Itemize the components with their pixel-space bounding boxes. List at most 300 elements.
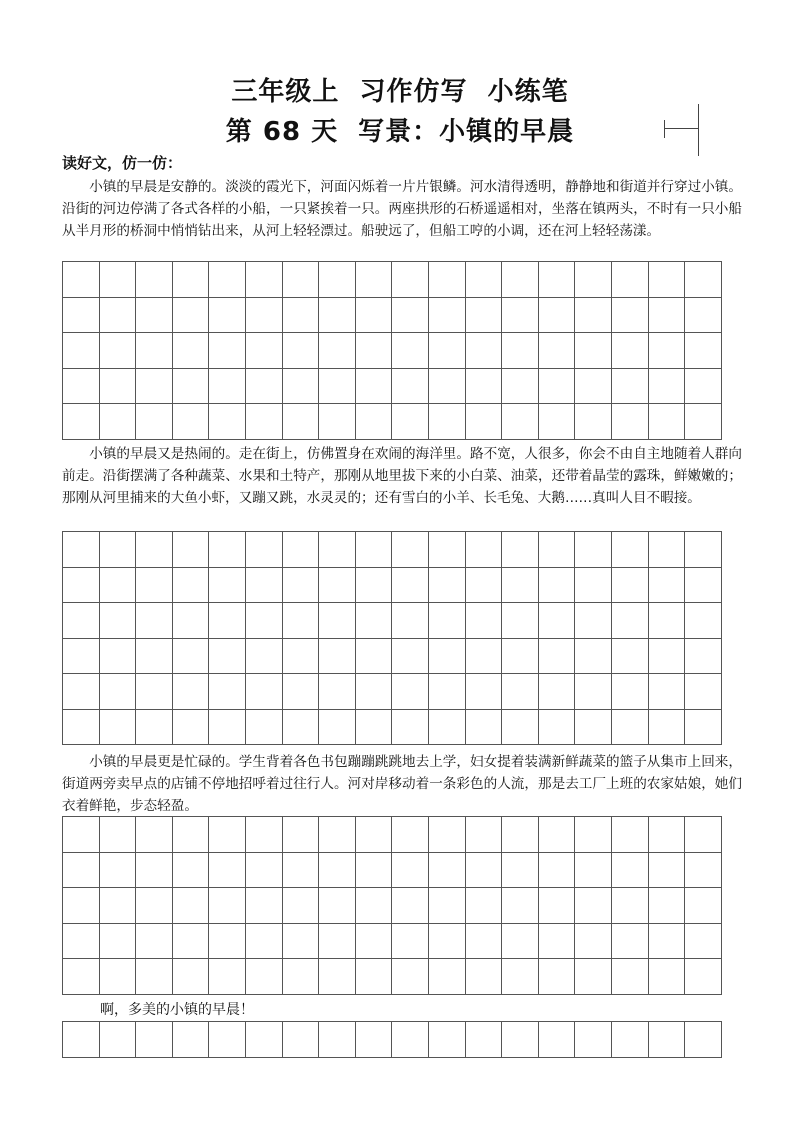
- grid-cell[interactable]: [502, 817, 539, 853]
- grid-cell[interactable]: [539, 333, 576, 369]
- grid-cell[interactable]: [685, 262, 722, 298]
- grid-cell[interactable]: [685, 298, 722, 334]
- grid-cell[interactable]: [173, 959, 210, 995]
- grid-cell[interactable]: [100, 924, 137, 960]
- grid-cell[interactable]: [685, 1022, 722, 1058]
- grid-cell[interactable]: [575, 532, 612, 568]
- grid-cell[interactable]: [100, 817, 137, 853]
- grid-cell[interactable]: [136, 888, 173, 924]
- grid-cell[interactable]: [575, 674, 612, 710]
- grid-cell[interactable]: [612, 924, 649, 960]
- grid-cell[interactable]: [502, 532, 539, 568]
- grid-cell[interactable]: [466, 532, 503, 568]
- grid-cell[interactable]: [685, 817, 722, 853]
- grid-cell[interactable]: [612, 333, 649, 369]
- grid-cell[interactable]: [283, 404, 320, 440]
- grid-cell[interactable]: [392, 924, 429, 960]
- grid-cell[interactable]: [283, 568, 320, 604]
- grid-cell[interactable]: [575, 568, 612, 604]
- grid-cell[interactable]: [209, 674, 246, 710]
- grid-cell[interactable]: [136, 817, 173, 853]
- grid-cell[interactable]: [356, 853, 393, 889]
- grid-cell[interactable]: [173, 404, 210, 440]
- grid-cell[interactable]: [685, 603, 722, 639]
- grid-cell[interactable]: [612, 532, 649, 568]
- grid-cell[interactable]: [209, 333, 246, 369]
- grid-cell[interactable]: [246, 888, 283, 924]
- grid-cell[interactable]: [575, 603, 612, 639]
- grid-cell[interactable]: [392, 674, 429, 710]
- grid-cell[interactable]: [539, 924, 576, 960]
- grid-cell[interactable]: [466, 404, 503, 440]
- grid-cell[interactable]: [539, 817, 576, 853]
- grid-cell[interactable]: [649, 710, 686, 746]
- grid-cell[interactable]: [173, 853, 210, 889]
- grid-cell[interactable]: [575, 959, 612, 995]
- grid-cell[interactable]: [612, 639, 649, 675]
- grid-cell[interactable]: [502, 924, 539, 960]
- grid-cell[interactable]: [539, 532, 576, 568]
- grid-cell[interactable]: [429, 568, 466, 604]
- grid-cell[interactable]: [100, 1022, 137, 1058]
- grid-cell[interactable]: [319, 369, 356, 405]
- grid-cell[interactable]: [246, 603, 283, 639]
- grid-cell[interactable]: [246, 817, 283, 853]
- grid-cell[interactable]: [319, 1022, 356, 1058]
- grid-cell[interactable]: [502, 639, 539, 675]
- grid-cell[interactable]: [319, 568, 356, 604]
- grid-cell[interactable]: [649, 817, 686, 853]
- grid-cell[interactable]: [356, 404, 393, 440]
- grid-cell[interactable]: [429, 674, 466, 710]
- grid-cell[interactable]: [502, 333, 539, 369]
- grid-cell[interactable]: [136, 603, 173, 639]
- grid-cell[interactable]: [100, 959, 137, 995]
- writing-grid-1[interactable]: [62, 261, 722, 440]
- grid-cell[interactable]: [283, 639, 320, 675]
- grid-cell[interactable]: [685, 369, 722, 405]
- grid-cell[interactable]: [649, 262, 686, 298]
- grid-cell[interactable]: [246, 853, 283, 889]
- grid-cell[interactable]: [685, 674, 722, 710]
- grid-cell[interactable]: [136, 1022, 173, 1058]
- grid-cell[interactable]: [649, 298, 686, 334]
- grid-cell[interactable]: [63, 888, 100, 924]
- grid-cell[interactable]: [283, 674, 320, 710]
- grid-cell[interactable]: [356, 1022, 393, 1058]
- grid-cell[interactable]: [63, 817, 100, 853]
- grid-cell[interactable]: [63, 568, 100, 604]
- grid-cell[interactable]: [685, 568, 722, 604]
- grid-cell[interactable]: [575, 298, 612, 334]
- grid-cell[interactable]: [466, 853, 503, 889]
- grid-cell[interactable]: [685, 404, 722, 440]
- grid-cell[interactable]: [173, 817, 210, 853]
- grid-cell[interactable]: [246, 959, 283, 995]
- grid-cell[interactable]: [283, 532, 320, 568]
- grid-cell[interactable]: [356, 532, 393, 568]
- grid-cell[interactable]: [502, 1022, 539, 1058]
- grid-cell[interactable]: [100, 532, 137, 568]
- grid-cell[interactable]: [575, 853, 612, 889]
- grid-cell[interactable]: [63, 532, 100, 568]
- grid-cell[interactable]: [685, 959, 722, 995]
- writing-grid-4[interactable]: [62, 1021, 722, 1058]
- grid-cell[interactable]: [173, 639, 210, 675]
- grid-cell[interactable]: [209, 639, 246, 675]
- grid-cell[interactable]: [392, 568, 429, 604]
- grid-cell[interactable]: [429, 369, 466, 405]
- grid-cell[interactable]: [539, 1022, 576, 1058]
- grid-cell[interactable]: [575, 639, 612, 675]
- grid-cell[interactable]: [612, 1022, 649, 1058]
- grid-cell[interactable]: [356, 568, 393, 604]
- grid-cell[interactable]: [685, 853, 722, 889]
- grid-cell[interactable]: [136, 369, 173, 405]
- grid-cell[interactable]: [466, 1022, 503, 1058]
- grid-cell[interactable]: [575, 817, 612, 853]
- grid-cell[interactable]: [575, 333, 612, 369]
- grid-cell[interactable]: [392, 710, 429, 746]
- grid-cell[interactable]: [319, 924, 356, 960]
- grid-cell[interactable]: [283, 853, 320, 889]
- grid-cell[interactable]: [100, 333, 137, 369]
- grid-cell[interactable]: [283, 710, 320, 746]
- grid-cell[interactable]: [612, 959, 649, 995]
- grid-cell[interactable]: [392, 298, 429, 334]
- grid-cell[interactable]: [283, 924, 320, 960]
- grid-cell[interactable]: [649, 568, 686, 604]
- grid-cell[interactable]: [356, 674, 393, 710]
- grid-cell[interactable]: [283, 1022, 320, 1058]
- grid-cell[interactable]: [466, 674, 503, 710]
- grid-cell[interactable]: [539, 959, 576, 995]
- grid-cell[interactable]: [429, 603, 466, 639]
- grid-cell[interactable]: [209, 817, 246, 853]
- grid-cell[interactable]: [319, 710, 356, 746]
- grid-cell[interactable]: [209, 603, 246, 639]
- grid-cell[interactable]: [209, 924, 246, 960]
- grid-cell[interactable]: [685, 333, 722, 369]
- grid-cell[interactable]: [392, 853, 429, 889]
- grid-cell[interactable]: [466, 568, 503, 604]
- grid-cell[interactable]: [173, 674, 210, 710]
- grid-cell[interactable]: [539, 639, 576, 675]
- grid-cell[interactable]: [502, 603, 539, 639]
- grid-cell[interactable]: [246, 639, 283, 675]
- grid-cell[interactable]: [319, 959, 356, 995]
- grid-cell[interactable]: [283, 333, 320, 369]
- grid-cell[interactable]: [173, 369, 210, 405]
- grid-cell[interactable]: [283, 959, 320, 995]
- grid-cell[interactable]: [63, 639, 100, 675]
- grid-cell[interactable]: [63, 404, 100, 440]
- grid-cell[interactable]: [173, 888, 210, 924]
- grid-cell[interactable]: [173, 262, 210, 298]
- grid-cell[interactable]: [429, 532, 466, 568]
- grid-cell[interactable]: [319, 298, 356, 334]
- grid-cell[interactable]: [319, 262, 356, 298]
- grid-cell[interactable]: [136, 674, 173, 710]
- grid-cell[interactable]: [685, 888, 722, 924]
- grid-cell[interactable]: [539, 262, 576, 298]
- grid-cell[interactable]: [63, 959, 100, 995]
- grid-cell[interactable]: [283, 817, 320, 853]
- grid-cell[interactable]: [502, 888, 539, 924]
- grid-cell[interactable]: [209, 262, 246, 298]
- grid-cell[interactable]: [539, 603, 576, 639]
- grid-cell[interactable]: [392, 262, 429, 298]
- grid-cell[interactable]: [392, 333, 429, 369]
- grid-cell[interactable]: [283, 298, 320, 334]
- grid-cell[interactable]: [502, 674, 539, 710]
- grid-cell[interactable]: [173, 924, 210, 960]
- grid-cell[interactable]: [685, 710, 722, 746]
- grid-cell[interactable]: [319, 853, 356, 889]
- grid-cell[interactable]: [575, 369, 612, 405]
- grid-cell[interactable]: [466, 959, 503, 995]
- grid-cell[interactable]: [246, 532, 283, 568]
- grid-cell[interactable]: [100, 298, 137, 334]
- grid-cell[interactable]: [209, 959, 246, 995]
- grid-cell[interactable]: [136, 959, 173, 995]
- grid-cell[interactable]: [429, 333, 466, 369]
- grid-cell[interactable]: [246, 298, 283, 334]
- grid-cell[interactable]: [466, 888, 503, 924]
- grid-cell[interactable]: [246, 262, 283, 298]
- grid-cell[interactable]: [319, 404, 356, 440]
- grid-cell[interactable]: [649, 639, 686, 675]
- grid-cell[interactable]: [100, 404, 137, 440]
- grid-cell[interactable]: [539, 674, 576, 710]
- writing-grid-3[interactable]: [62, 816, 722, 995]
- grid-cell[interactable]: [392, 532, 429, 568]
- grid-cell[interactable]: [319, 639, 356, 675]
- grid-cell[interactable]: [612, 674, 649, 710]
- grid-cell[interactable]: [466, 639, 503, 675]
- grid-cell[interactable]: [429, 298, 466, 334]
- grid-cell[interactable]: [649, 404, 686, 440]
- grid-cell[interactable]: [429, 853, 466, 889]
- grid-cell[interactable]: [246, 333, 283, 369]
- grid-cell[interactable]: [356, 262, 393, 298]
- grid-cell[interactable]: [575, 924, 612, 960]
- grid-cell[interactable]: [685, 924, 722, 960]
- grid-cell[interactable]: [649, 603, 686, 639]
- grid-cell[interactable]: [356, 888, 393, 924]
- grid-cell[interactable]: [612, 298, 649, 334]
- grid-cell[interactable]: [136, 532, 173, 568]
- grid-cell[interactable]: [466, 333, 503, 369]
- grid-cell[interactable]: [392, 404, 429, 440]
- grid-cell[interactable]: [575, 1022, 612, 1058]
- grid-cell[interactable]: [100, 603, 137, 639]
- grid-cell[interactable]: [612, 262, 649, 298]
- grid-cell[interactable]: [136, 924, 173, 960]
- grid-cell[interactable]: [63, 710, 100, 746]
- grid-cell[interactable]: [612, 369, 649, 405]
- grid-cell[interactable]: [466, 603, 503, 639]
- grid-cell[interactable]: [246, 369, 283, 405]
- grid-cell[interactable]: [502, 853, 539, 889]
- grid-cell[interactable]: [356, 924, 393, 960]
- grid-cell[interactable]: [100, 369, 137, 405]
- grid-cell[interactable]: [100, 674, 137, 710]
- grid-cell[interactable]: [356, 817, 393, 853]
- grid-cell[interactable]: [612, 710, 649, 746]
- grid-cell[interactable]: [392, 369, 429, 405]
- grid-cell[interactable]: [173, 298, 210, 334]
- grid-cell[interactable]: [209, 710, 246, 746]
- grid-cell[interactable]: [502, 568, 539, 604]
- grid-cell[interactable]: [649, 924, 686, 960]
- grid-cell[interactable]: [63, 674, 100, 710]
- grid-cell[interactable]: [63, 603, 100, 639]
- grid-cell[interactable]: [685, 639, 722, 675]
- grid-cell[interactable]: [502, 959, 539, 995]
- grid-cell[interactable]: [319, 532, 356, 568]
- grid-cell[interactable]: [539, 298, 576, 334]
- grid-cell[interactable]: [649, 1022, 686, 1058]
- grid-cell[interactable]: [466, 262, 503, 298]
- grid-cell[interactable]: [685, 532, 722, 568]
- grid-cell[interactable]: [466, 817, 503, 853]
- grid-cell[interactable]: [283, 603, 320, 639]
- grid-cell[interactable]: [649, 888, 686, 924]
- grid-cell[interactable]: [502, 404, 539, 440]
- grid-cell[interactable]: [246, 404, 283, 440]
- grid-cell[interactable]: [319, 603, 356, 639]
- grid-cell[interactable]: [429, 817, 466, 853]
- grid-cell[interactable]: [466, 710, 503, 746]
- grid-cell[interactable]: [63, 924, 100, 960]
- grid-cell[interactable]: [466, 369, 503, 405]
- grid-cell[interactable]: [429, 888, 466, 924]
- grid-cell[interactable]: [209, 404, 246, 440]
- grid-cell[interactable]: [539, 369, 576, 405]
- grid-cell[interactable]: [429, 1022, 466, 1058]
- grid-cell[interactable]: [612, 853, 649, 889]
- grid-cell[interactable]: [649, 369, 686, 405]
- grid-cell[interactable]: [136, 333, 173, 369]
- grid-cell[interactable]: [209, 1022, 246, 1058]
- grid-cell[interactable]: [246, 568, 283, 604]
- grid-cell[interactable]: [429, 639, 466, 675]
- grid-cell[interactable]: [100, 568, 137, 604]
- grid-cell[interactable]: [356, 959, 393, 995]
- grid-cell[interactable]: [392, 888, 429, 924]
- grid-cell[interactable]: [539, 710, 576, 746]
- grid-cell[interactable]: [136, 710, 173, 746]
- grid-cell[interactable]: [575, 262, 612, 298]
- grid-cell[interactable]: [63, 333, 100, 369]
- grid-cell[interactable]: [649, 674, 686, 710]
- grid-cell[interactable]: [392, 817, 429, 853]
- grid-cell[interactable]: [392, 603, 429, 639]
- grid-cell[interactable]: [209, 568, 246, 604]
- grid-cell[interactable]: [392, 959, 429, 995]
- grid-cell[interactable]: [63, 298, 100, 334]
- grid-cell[interactable]: [356, 603, 393, 639]
- grid-cell[interactable]: [356, 333, 393, 369]
- grid-cell[interactable]: [283, 262, 320, 298]
- grid-cell[interactable]: [319, 333, 356, 369]
- grid-cell[interactable]: [539, 888, 576, 924]
- grid-cell[interactable]: [466, 924, 503, 960]
- grid-cell[interactable]: [502, 369, 539, 405]
- grid-cell[interactable]: [319, 888, 356, 924]
- grid-cell[interactable]: [319, 817, 356, 853]
- grid-cell[interactable]: [539, 404, 576, 440]
- grid-cell[interactable]: [612, 568, 649, 604]
- grid-cell[interactable]: [100, 262, 137, 298]
- grid-cell[interactable]: [429, 404, 466, 440]
- grid-cell[interactable]: [100, 888, 137, 924]
- grid-cell[interactable]: [136, 639, 173, 675]
- grid-cell[interactable]: [246, 924, 283, 960]
- grid-cell[interactable]: [539, 568, 576, 604]
- grid-cell[interactable]: [136, 298, 173, 334]
- grid-cell[interactable]: [539, 853, 576, 889]
- grid-cell[interactable]: [649, 333, 686, 369]
- grid-cell[interactable]: [429, 710, 466, 746]
- grid-cell[interactable]: [429, 262, 466, 298]
- grid-cell[interactable]: [392, 1022, 429, 1058]
- grid-cell[interactable]: [63, 853, 100, 889]
- grid-cell[interactable]: [612, 888, 649, 924]
- grid-cell[interactable]: [319, 674, 356, 710]
- grid-cell[interactable]: [136, 568, 173, 604]
- grid-cell[interactable]: [209, 888, 246, 924]
- grid-cell[interactable]: [502, 262, 539, 298]
- grid-cell[interactable]: [502, 298, 539, 334]
- grid-cell[interactable]: [136, 404, 173, 440]
- grid-cell[interactable]: [356, 298, 393, 334]
- grid-cell[interactable]: [136, 262, 173, 298]
- grid-cell[interactable]: [173, 1022, 210, 1058]
- grid-cell[interactable]: [63, 262, 100, 298]
- grid-cell[interactable]: [246, 674, 283, 710]
- grid-cell[interactable]: [575, 888, 612, 924]
- grid-cell[interactable]: [283, 369, 320, 405]
- grid-cell[interactable]: [612, 404, 649, 440]
- grid-cell[interactable]: [356, 710, 393, 746]
- grid-cell[interactable]: [575, 710, 612, 746]
- grid-cell[interactable]: [100, 639, 137, 675]
- grid-cell[interactable]: [575, 404, 612, 440]
- grid-cell[interactable]: [209, 298, 246, 334]
- grid-cell[interactable]: [173, 603, 210, 639]
- grid-cell[interactable]: [209, 853, 246, 889]
- grid-cell[interactable]: [100, 710, 137, 746]
- grid-cell[interactable]: [649, 532, 686, 568]
- grid-cell[interactable]: [173, 710, 210, 746]
- grid-cell[interactable]: [649, 959, 686, 995]
- grid-cell[interactable]: [649, 853, 686, 889]
- grid-cell[interactable]: [173, 333, 210, 369]
- grid-cell[interactable]: [356, 639, 393, 675]
- grid-cell[interactable]: [429, 924, 466, 960]
- grid-cell[interactable]: [63, 1022, 100, 1058]
- grid-cell[interactable]: [356, 369, 393, 405]
- grid-cell[interactable]: [283, 888, 320, 924]
- grid-cell[interactable]: [502, 710, 539, 746]
- grid-cell[interactable]: [612, 817, 649, 853]
- grid-cell[interactable]: [209, 532, 246, 568]
- grid-cell[interactable]: [246, 1022, 283, 1058]
- writing-grid-2[interactable]: [62, 531, 722, 745]
- grid-cell[interactable]: [429, 959, 466, 995]
